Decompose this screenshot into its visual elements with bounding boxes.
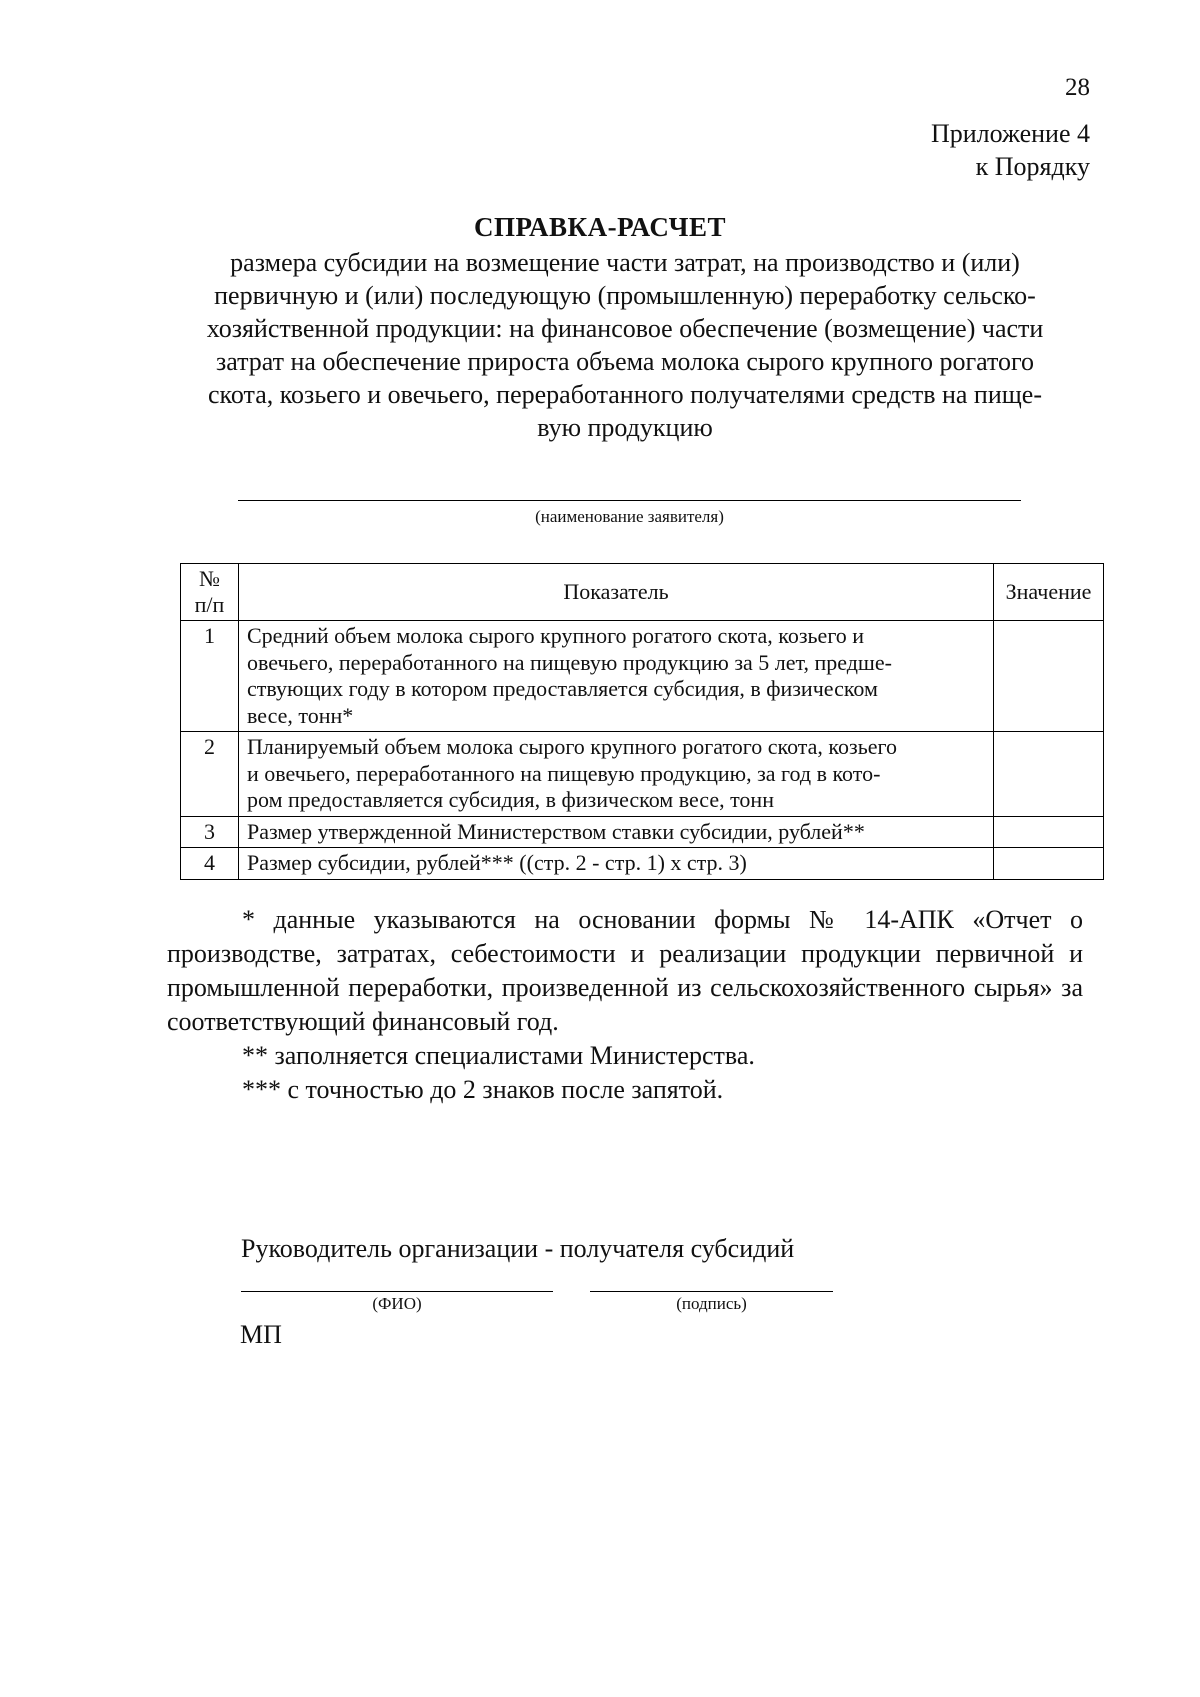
subtitle-line: затрат на обеспечение прироста объема молока сырого крупного рогатого: [215, 347, 1035, 376]
table-row: [181, 732, 1104, 817]
fio-line[interactable]: [241, 1291, 553, 1292]
header-value: Значение: [994, 564, 1104, 621]
header-number-line-1: №: [199, 566, 220, 591]
indicator-line: Размер субсидии, рублей*** ((стр. 2 - стр. 1) х стр. 3): [247, 850, 747, 875]
table-header-row: [181, 564, 1104, 621]
header-number-line-2: п/п: [194, 592, 225, 617]
row-number: 1: [181, 621, 239, 732]
indicator-line: Средний объем молока сырого крупного рогатого скота, козьего и: [247, 623, 865, 648]
appendix-reference: [800, 117, 1090, 183]
row-number: 4: [181, 848, 239, 880]
row-value[interactable]: [994, 732, 1104, 817]
head-of-organization-label: Руководитель организации - получателя субсидий: [241, 1234, 795, 1263]
footnote-2: ** заполняется специалистами Министерства.: [242, 1041, 755, 1070]
footnote-1: * данные указываются на основании формы № 14-АПК «Отчет о производстве, затратах, себестоимости и реализации продукции первичной и промышленной переработки, произведенной из сельскохозяйственного сырья» за соответствующий финансовый год.: [167, 905, 1083, 1036]
row-value[interactable]: [994, 621, 1104, 732]
subtitle-line: вую продукцию: [537, 413, 713, 442]
page-number: 28: [1065, 74, 1090, 101]
indicator-line: весе, тонн*: [247, 702, 354, 728]
row-indicator: [239, 848, 994, 880]
row-indicator: [239, 621, 994, 732]
subtitle-line: хозяйственной продукции: на финансовое обеспечение (возмещение) части: [206, 314, 1044, 343]
row-indicator: [239, 732, 994, 817]
row-number: 2: [181, 732, 239, 817]
footnote-3: *** с точностью до 2 знаков после запятой.: [242, 1075, 724, 1104]
stamp-label: МП: [240, 1320, 282, 1349]
indicator-line: Размер утвержденной Министерством ставки субсидии, рублей**: [247, 818, 865, 844]
table-row: [181, 816, 1104, 848]
appendix-line-2: к Порядку: [975, 152, 1090, 181]
header-number: [181, 564, 239, 621]
indicator-line: и овечьего, переработанного на пищевую продукцию, за год в кото-: [247, 760, 881, 786]
row-number: 3: [181, 816, 239, 848]
subtitle-line: размера субсидии на возмещение части затрат, на производство и (или): [230, 248, 1020, 277]
signature-line[interactable]: [590, 1291, 833, 1292]
appendix-line-1: Приложение 4: [930, 119, 1090, 148]
applicant-name-line[interactable]: [238, 500, 1021, 501]
applicant-caption: (наименование заявителя): [535, 507, 724, 526]
document-subtitle: [165, 246, 1085, 444]
indicator-line: овечьего, переработанного на пищевую продукцию за 5 лет, предше-: [247, 649, 892, 675]
signature-caption: (подпись): [676, 1294, 747, 1313]
row-indicator: [239, 816, 994, 848]
header-indicator: Показатель: [239, 564, 994, 621]
table-row: [181, 848, 1104, 880]
fio-caption: (ФИО): [372, 1294, 422, 1313]
indicators-table: [180, 563, 1104, 880]
indicator-line: ром предоставляется субсидия, в физическом весе, тонн: [247, 787, 774, 812]
table-row: [181, 621, 1104, 732]
document-title: СПРАВКА-РАСЧЕТ: [474, 212, 726, 242]
footnotes: [167, 903, 1083, 1107]
row-value[interactable]: [994, 848, 1104, 880]
indicator-line: ствующих году в котором предоставляется субсидия, в физическом: [247, 676, 878, 701]
subtitle-line: скота, козьего и овечьего, переработанного получателями средств на пище-: [208, 380, 1042, 409]
indicator-line: Планируемый объем молока сырого крупного рогатого скота, козьего: [247, 734, 897, 759]
row-value[interactable]: [994, 816, 1104, 848]
subtitle-line: первичную и (или) последующую (промышленную) переработку сельско-: [214, 281, 1036, 310]
